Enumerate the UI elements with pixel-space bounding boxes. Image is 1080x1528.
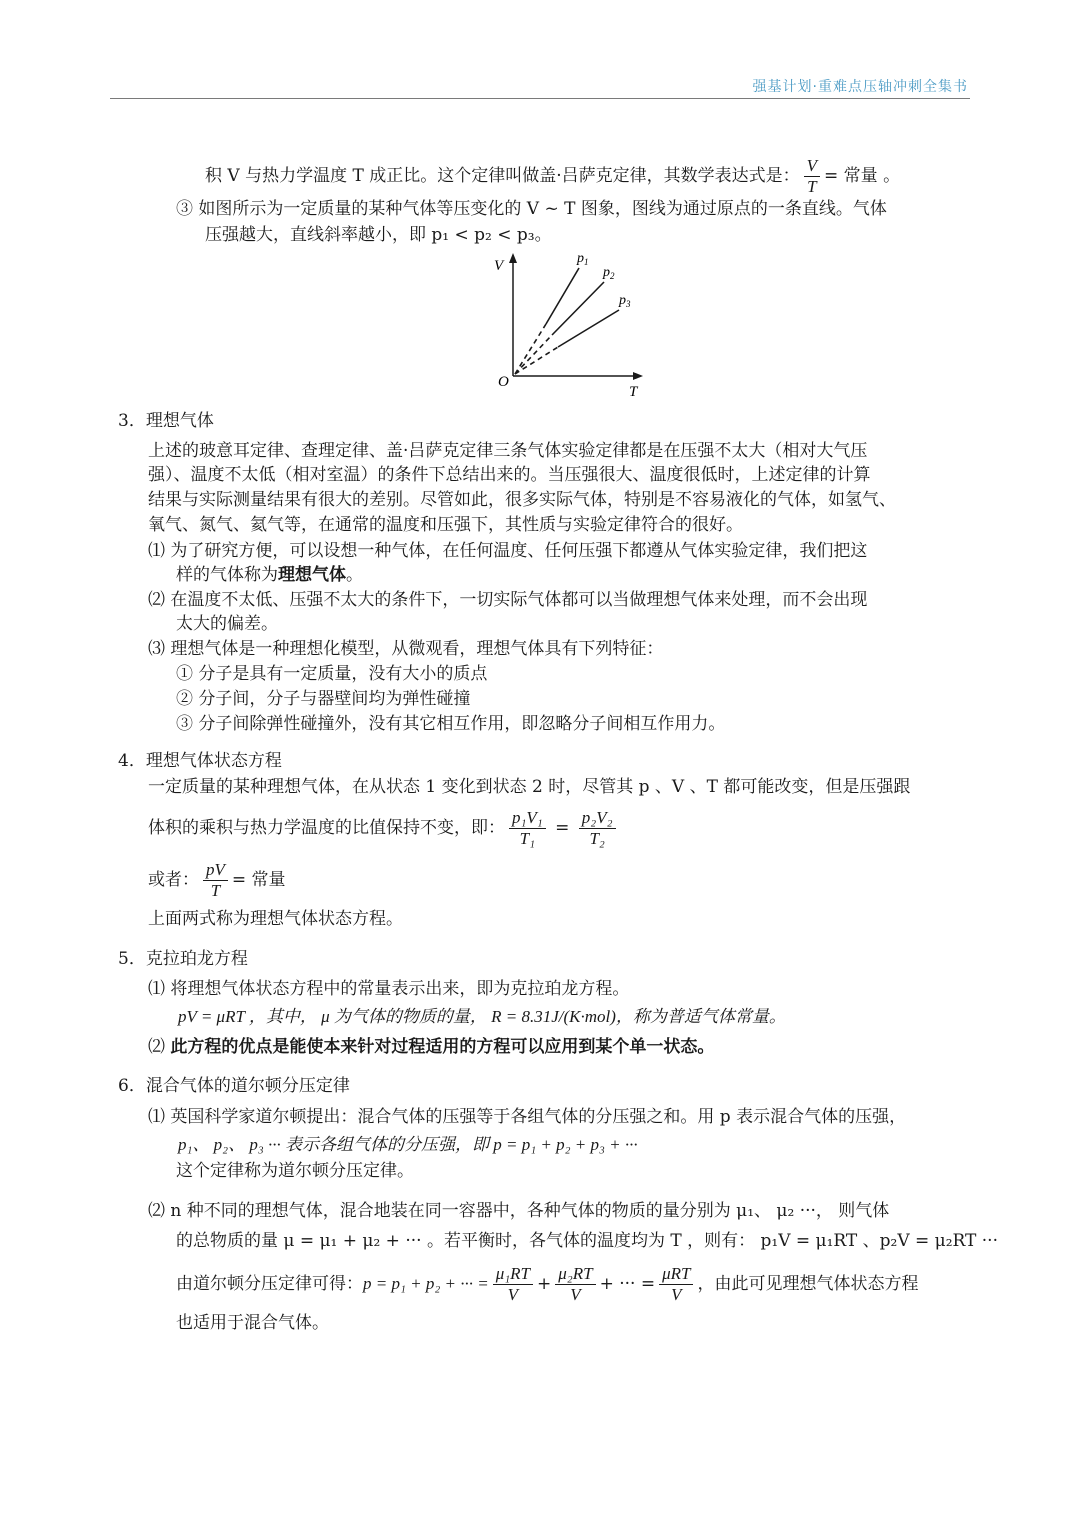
clapeyron-equation: pV = μRT ，其中， μ 为气体的物质的量， R = 8.31J/(K·mol)，称为普适气体常量。 <box>178 1007 786 1026</box>
x-axis-label: T <box>629 384 638 400</box>
section-3-item-1-line2: 样的气体称为理想气体。 <box>176 565 363 585</box>
fraction-mu2rt-over-v: $\frac{\text{μ₂RT}}{V}$ <box>555 1264 595 1305</box>
fraction-state1: $\frac{\text{p₁V₁}}{\text{T₁}}$ <box>509 808 546 849</box>
fraction-v-over-t: $\frac{V}{T}$ <box>804 156 820 197</box>
section-4-or-line: 或者： $\frac{pV}{T}$ = 常量 <box>148 860 286 900</box>
x-axis-arrow <box>633 372 643 380</box>
section-3-item-2-line2: 太大的偏差。 <box>176 614 278 634</box>
section-6-item-1-line3: 这个定律称为道尔顿分压定律。 <box>176 1161 414 1181</box>
fraction-mu1rt-over-v: $\frac{\text{μ₁RT}}{V}$ <box>493 1264 533 1305</box>
section-3-heading: 3．理想气体 <box>118 411 214 431</box>
section-3-para-line: 结果与实际测量结果有很大的差别。尽管如此，很多实际气体，特别是不容易液化的气体，如氢气、 <box>148 490 896 510</box>
section-6-item-1-line1: ⑴ 英国科学家道尔顿提出：混合气体的压强等于各组气体的分压强之和。用 p 表示混合气体的压强， <box>148 1107 907 1127</box>
origin-label: O <box>498 374 509 390</box>
section-3-para-line: 氧气、氮气、氦气等，在通常的温度和压强下，其性质与实验定律符合的很好。 <box>148 515 743 535</box>
section-5-item-2: ⑵ 此方程的优点是能使本来针对过程适用的方程可以应用到某个单一状态。 <box>148 1037 715 1057</box>
page-header <box>110 62 970 99</box>
section-5-heading: 5．克拉珀龙方程 <box>118 949 248 969</box>
feature-3: ③ 分子间除弹性碰撞外，没有其它相互作用，即忽略分子间相互作用力。 <box>176 714 726 734</box>
section-3-para-line: 上述的玻意耳定律、查理定律、盖·吕萨克定律三条气体实验定律都是在压强不太大（相对大气压 <box>148 441 868 461</box>
fraction-state2: $\frac{\text{p₂V₂}}{\text{T₂}}$ <box>579 808 616 849</box>
vt-graph <box>488 250 648 400</box>
section-6-item-2-line1: ⑵ n 种不同的理想气体，混合地装在同一容器中，各种气体的物质的量分别为 μ₁、 μ₂ ···， 则气体 <box>148 1201 890 1221</box>
line-p1-dashed <box>515 324 546 374</box>
gay-lussac-line: 积 V 与热力学温度 T 成正比。这个定律叫做盖·吕萨克定律，其数学表达式是： $\frac{V}{T}$ = 常量 。 <box>205 156 901 196</box>
section-4-line2: 体积的乘积与热力学温度的比值保持不变，即： $\frac{\text{p₁V₁}}{\text{T₁}}$ = $\frac{\text{p₂V₂}}{\text{T₂}}$ <box>148 808 620 849</box>
section-3-item-3: ⑶ 理想气体是一种理想化模型，从微观看，理想气体具有下列特征： <box>148 639 664 659</box>
header-title: 强基计划·重难点压轴冲刺全集书 <box>752 79 968 95</box>
feature-1: ① 分子是具有一定质量，没有大小的质点 <box>176 664 488 684</box>
line-p1 <box>546 268 579 324</box>
line-p2 <box>552 282 604 335</box>
section-6-item-2-line3: 由道尔顿分压定律可得：p = p₁ + p₂ + ··· = $\frac{\text{μ₁RT}}{V}$ + $\frac{\text{μ₂RT}}{V}$ + ··· = $\frac{\text{μRT}}{V}$ ，由此可见理想气体状态方程 <box>176 1264 919 1304</box>
y-axis-label: V <box>494 258 504 274</box>
section-3-para-line: 强）、温度不太低（相对室温）的条件下总结出来的。当压强很大、温度很低时，上述定律的计算 <box>148 465 871 485</box>
y-axis-arrow <box>509 253 517 263</box>
section-6-item-2-line4: 也适用于混合气体。 <box>176 1313 329 1333</box>
section-3-item-1-line1: ⑴ 为了研究方便，可以设想一种气体，在任何温度、任何压强下都遵从气体实验定律，我们把这 <box>148 541 868 561</box>
section-6-item-2-line2: 的总物质的量 μ = μ₁ + μ₂ + ··· 。若平衡时，各气体的温度均为 T ，则有： p₁V = μ₁RT 、p₂V = μ₂RT ··· <box>176 1231 998 1251</box>
section-5-item-1: ⑴ 将理想气体状态方程中的常量表示出来，即为克拉珀龙方程。 <box>148 979 630 999</box>
section-4-line1: 一定质量的某种理想气体，在从状态 1 变化到状态 2 时，尽管其 p 、V 、T 都可能改变，但是压强跟 <box>148 777 911 797</box>
section-6-item-1-line2: p₁、 p₂、 p₃ ··· 表示各组气体的分压强，即 p = p₁ + p₂ + p₃ + ··· <box>178 1135 638 1154</box>
item-3-line1: ③ 如图所示为一定质量的某种气体等压变化的 V ~ T 图象，图线为通过原点的一条直线。气体 <box>176 199 887 219</box>
term-ideal-gas: 理想气体 <box>278 565 346 585</box>
label-p1: $p_1$ <box>577 251 589 267</box>
feature-2: ② 分子间，分子与器壁间均为弹性碰撞 <box>176 689 471 709</box>
section-6-heading: 6．混合气体的道尔顿分压定律 <box>118 1076 350 1096</box>
item-3-line2: 压强越大，直线斜率越小，即 p₁ < p₂ < p₃。 <box>205 225 552 245</box>
line-p3 <box>558 310 619 347</box>
label-p3: $p_3$ <box>619 293 631 309</box>
section-3-item-2-line1: ⑵ 在温度不太低、压强不太大的条件下，一切实际气体都可以当做理想气体来处理，而不会出现 <box>148 590 868 610</box>
section-4-summary: 上面两式称为理想气体状态方程。 <box>148 909 403 929</box>
fraction-murt-over-v: $\frac{\text{μRT}}{V}$ <box>659 1264 693 1305</box>
fraction-pv-over-t: $\frac{pV}{T}$ <box>203 860 228 901</box>
label-p2: $p_2$ <box>603 265 615 281</box>
section-4-heading: 4．理想气体状态方程 <box>118 751 282 771</box>
